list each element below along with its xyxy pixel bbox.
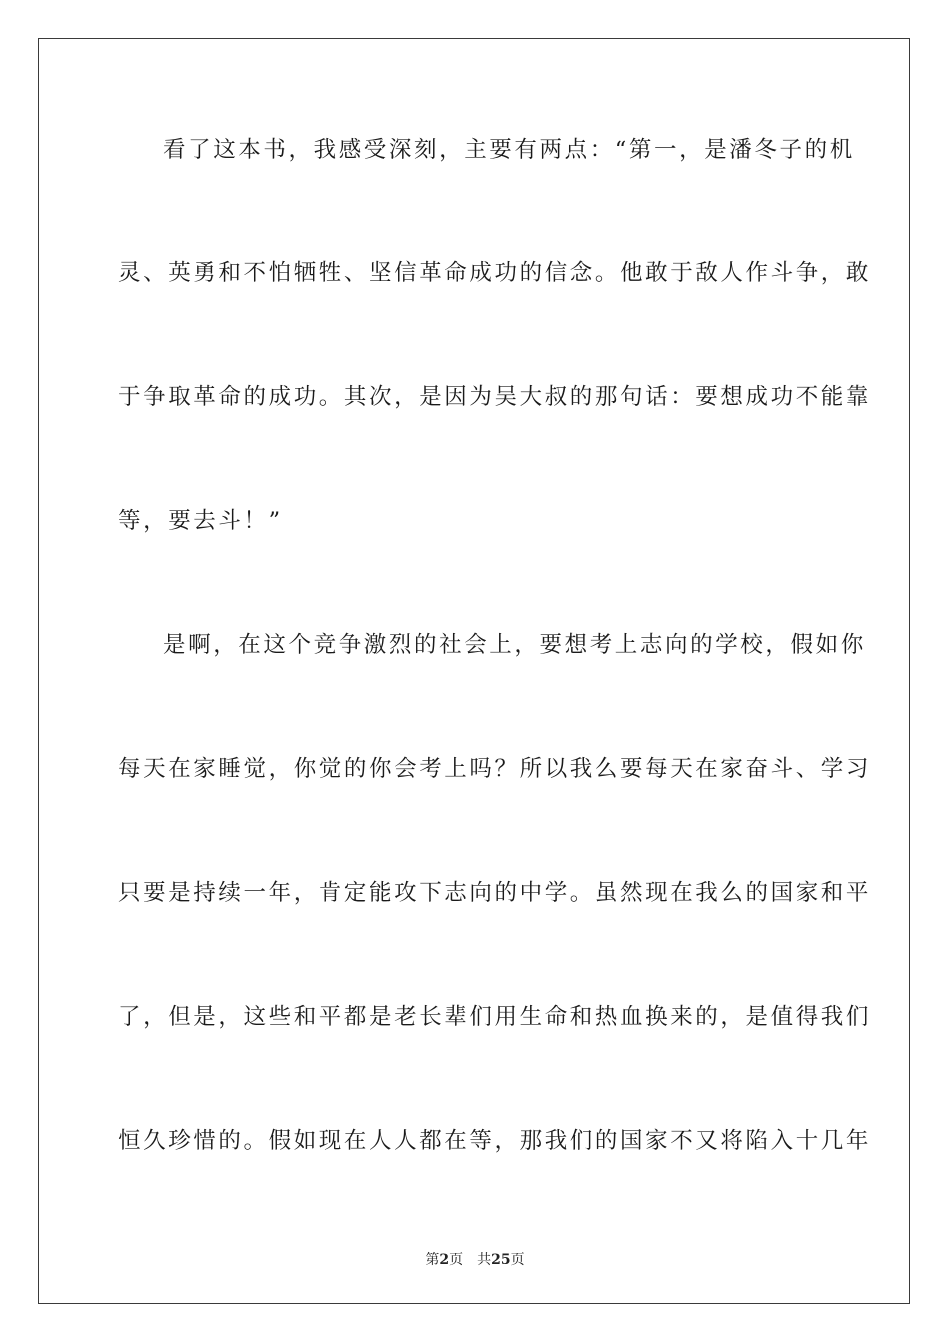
text-line-4: 等，要去斗！” <box>118 508 283 534</box>
total-prefix: 共 <box>477 1252 492 1268</box>
text-line-2: 灵、英勇和不怕牺牲、坚信革命成功的信念。他敢于敌人作斗争，敢 <box>118 260 872 286</box>
text-line-5: 是啊，在这个竞争激烈的社会上，要想考上志向的学校，假如你 <box>163 632 866 658</box>
text-line-6: 每天在家睡觉，你觉的你会考上吗？所以我么要每天在家奋斗、学习 <box>118 756 872 782</box>
text-line-7: 只要是持续一年，肯定能攻下志向的中学。虽然现在我么的国家和平 <box>118 880 872 906</box>
text-line-1: 看了这本书，我感受深刻，主要有两点：“第一，是潘冬子的机 <box>163 137 855 163</box>
text-line-9: 恒久珍惜的。假如现在人人都在等，那我们的国家不又将陷入十几年 <box>118 1128 872 1154</box>
page-prefix: 第 <box>425 1252 440 1268</box>
total-pages: 25 <box>491 1252 511 1268</box>
page-suffix: 页 <box>449 1252 464 1268</box>
page-footer <box>0 1249 950 1269</box>
page-frame <box>38 38 910 1304</box>
text-line-8: 了，但是，这些和平都是老长辈们用生命和热血换来的，是值得我们 <box>118 1004 872 1030</box>
total-suffix: 页 <box>510 1252 525 1268</box>
text-line-3: 于争取革命的成功。其次，是因为吴大叔的那句话：要想成功不能靠 <box>118 384 872 410</box>
page-number: 2 <box>439 1252 450 1268</box>
